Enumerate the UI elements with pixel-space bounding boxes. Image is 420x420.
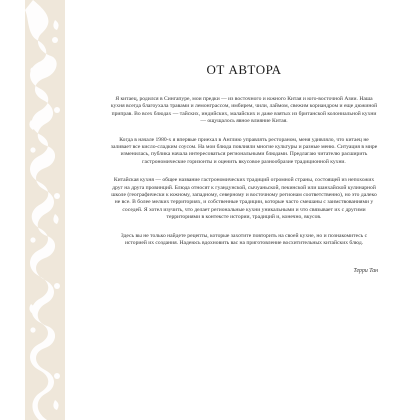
decorative-border (25, 0, 65, 420)
paragraph: Когда в начале 1980-х я впервые приехал в Англию управлять рестораном, меня удивляло, что китаец не заливает все кисло-сладким соусом. На мои блюда повлияли многие культуры и разные меню. Ситуация в мире изменилась, публика начала интересоваться региональными блюдами. Предлагаю читателю расширить гастрономические горизонты и оценить вкусовое разнообразие традиционной кухни. (110, 136, 378, 165)
page-title: ОТ АВТОРА (206, 62, 282, 77)
floral-ornament-icon (25, 0, 65, 420)
paragraph: Я китаец, родился в Сингапуре, мои предки — из восточного и южного Китая и юго-восточной Азии. Наша кухня всегда благоухала травами и лемонграссом, имбирем, чили, лаймом, свежим кориандром и еще дюжиной приправ. Во всех блюдах — тайских, индийских, малайских и даже взятых из британской колониальной кухни — ощущалось явное влияние Китая. (110, 96, 378, 125)
author-signature: Терри Тан (353, 267, 378, 274)
author-foreword (110, 62, 378, 274)
paragraph: Китайская кухня — общее название гастрономических традиций огромной страны, состоящей из непохожих друг на друга провинций. Блюда относят к гуандунской, сычуаньской, пекинской или шанхайской кулинарной школе (географически к южному, западному, северному и восточному регионам соответственно), но это далеко не все. В более мелких территориях, и собственные традиции, которые часто смешаны с заимствованиями у соседей. Я хотел изучить, что делает региональные кухни уникальными и что связывает их с другими территориями в контексте истории, традиций и, конечно, вкусов. (111, 177, 377, 221)
paragraph: Здесь вы не только найдете рецепты, которые захотите повторить на своей кухне, но и познакомитесь с историей их создания. Надеюсь вдохновить вас на приготовление восхитительных китайских блюд. (120, 232, 368, 247)
